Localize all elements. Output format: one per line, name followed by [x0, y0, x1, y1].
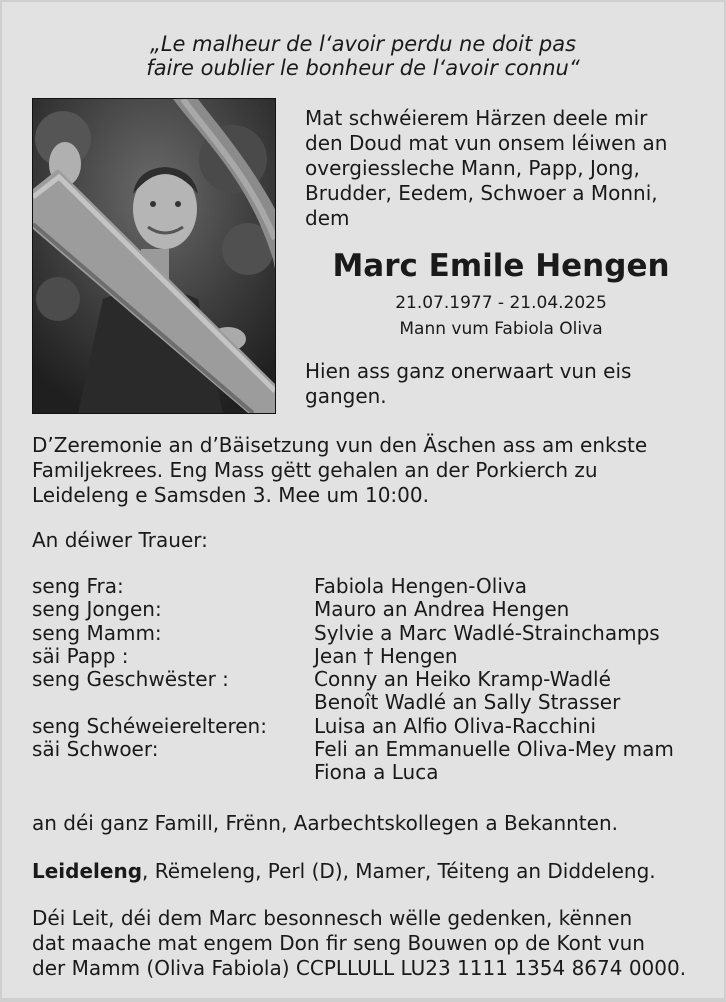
intro-line: dem — [305, 206, 350, 230]
portrait-photo-icon — [33, 99, 275, 413]
mourner-relation: seng Geschwëster : — [32, 667, 229, 692]
obituary-notice — [2, 2, 724, 998]
ceremony-line: Leideleng e Samsden 3. Mee um 10:00. — [32, 483, 429, 507]
passing-line: Hien ass ganz onerwaart vun eis — [305, 359, 632, 383]
mourning-heading: An déiwer Trauer: — [32, 528, 208, 552]
quote-line-1: „Le malheur de l‘avoir perdu ne doit pas — [149, 32, 577, 56]
mourner-row — [32, 622, 702, 645]
places-rest: , Rëmeleng, Perl (D), Mamer, Téiteng an Diddeleng. — [142, 859, 656, 883]
mourner-row — [32, 738, 702, 785]
spouse-line: Mann vum Fabiola Oliva — [399, 319, 603, 339]
mourner-names — [314, 622, 702, 645]
mourner-name: Sylvie a Marc Wadlé-Strainchamps — [314, 620, 660, 645]
memorial-quote — [2, 32, 724, 80]
family-line: an déi ganz Famill, Frënn, Aarbechtskollegen a Bekannten. — [32, 811, 618, 835]
intro-line: Mat schwéierem Härzen deele mir — [305, 106, 648, 130]
mourner-row — [32, 598, 702, 621]
donation-text — [32, 906, 702, 981]
places-bold: Leideleng — [32, 859, 143, 883]
mourner-names — [314, 738, 702, 785]
passing-text — [305, 359, 697, 409]
mourner-names — [314, 715, 702, 738]
mourner-row — [32, 715, 702, 738]
ceremony-line: D’Zeremonie an d’Bäisetzung vun den Äschen ass am enkste — [32, 433, 648, 457]
mourner-relation: seng Schéweierelteren: — [32, 713, 267, 738]
intro-line: den Doud mat vun onsem léiwen an — [305, 131, 668, 155]
mourner-name: Feli an Emmanuelle Oliva-Mey mam — [314, 737, 674, 762]
mourner-relation: säi Schwoer: — [32, 737, 159, 762]
mourner-names — [314, 598, 702, 621]
portrait-photo — [32, 98, 276, 414]
mourner-names — [314, 645, 702, 668]
passing-line: gangen. — [305, 384, 387, 408]
donation-line: Déi Leit, déi dem Marc besonnesch wëlle gedenken, kënnen — [32, 906, 633, 930]
mourner-relation: seng Jongen: — [32, 597, 162, 622]
places-line — [32, 859, 702, 884]
donation-line: dat maache mat engem Don fir seng Bouwen op de Kont vun — [32, 931, 645, 955]
mourner-name: Jean † Hengen — [314, 643, 458, 668]
ceremony-line: Familjekrees. Eng Mass gëtt gehalen an der Porkierch zu — [32, 458, 598, 482]
mourner-name: Mauro an Andrea Hengen — [314, 597, 570, 622]
ceremony-text — [32, 433, 702, 508]
mourner-name: Conny an Heiko Kramp-Wadlé — [314, 667, 611, 692]
mourner-names — [314, 575, 702, 598]
mourner-names — [314, 668, 702, 715]
intro-text — [305, 106, 697, 231]
donation-line: der Mamm (Oliva Fabiola) CCPLLULL LU23 1111 1354 8674 0000. — [32, 956, 687, 980]
intro-line: overgiessleche Mann, Papp, Jong, — [305, 156, 640, 180]
mourner-row — [32, 575, 702, 598]
mourners-list — [32, 575, 702, 785]
mourner-relation: säi Papp : — [32, 643, 129, 668]
mourner-row — [32, 645, 702, 668]
life-dates: 21.07.1977 - 21.04.2025 — [395, 293, 607, 313]
mourner-name: Fiona a Luca — [314, 760, 439, 785]
mourner-relation: seng Fra: — [32, 574, 124, 598]
mourner-row — [32, 668, 702, 715]
mourner-relation: seng Mamm: — [32, 620, 162, 645]
deceased-name: Marc Emile Hengen — [332, 248, 670, 284]
mourner-name: Benoît Wadlé an Sally Strasser — [314, 690, 621, 715]
quote-line-2: faire oublier le bonheur de l‘avoir connu“ — [146, 56, 580, 80]
mourner-name: Luisa an Alfio Oliva-Racchini — [314, 713, 597, 738]
intro-line: Brudder, Eedem, Schwoer a Monni, — [305, 181, 658, 205]
mourner-name: Fabiola Hengen-Oliva — [314, 574, 527, 598]
